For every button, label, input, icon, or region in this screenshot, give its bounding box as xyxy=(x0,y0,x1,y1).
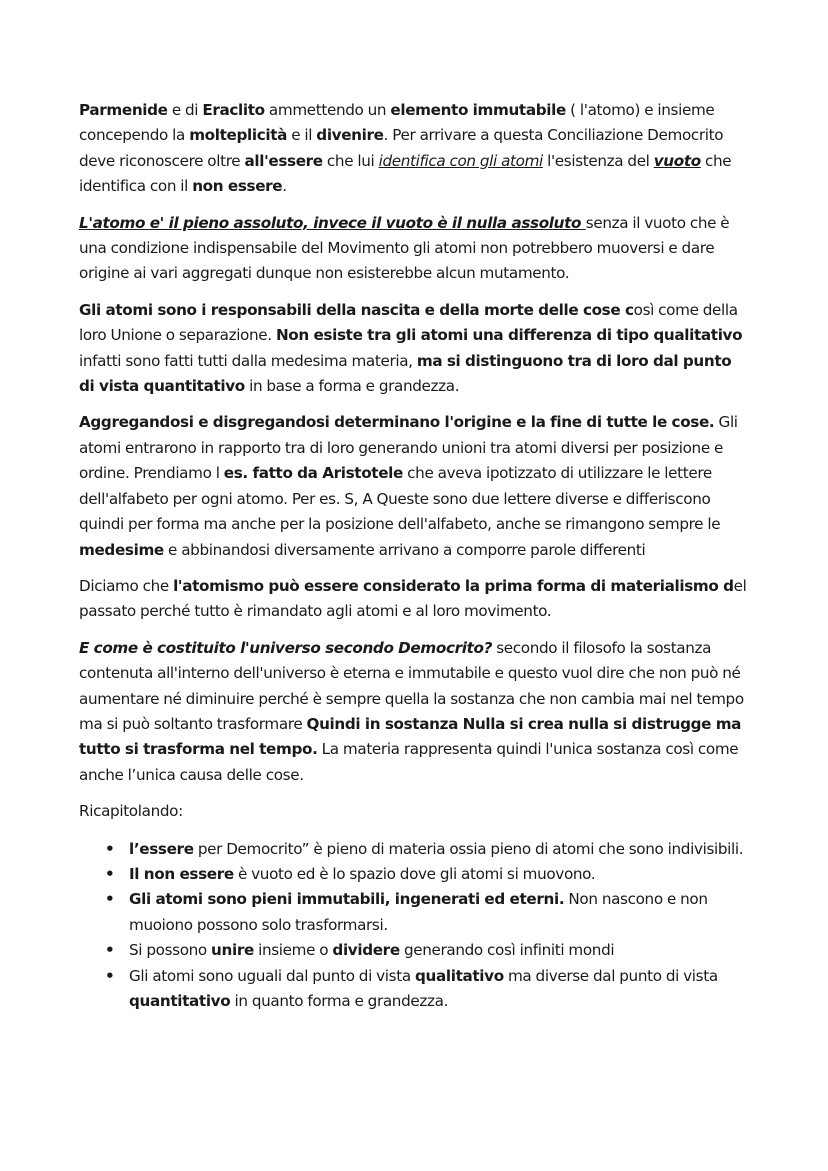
text-span: che aveva ipotizzato di utilizzare le lettere dell'alfabeto per ogni atomo. Per es. S, A Queste sono due lettere diverse e differiscono quindi per forma ma anche per la posizione dell'alfabeto, anche se rimangono sempre le xyxy=(79,464,721,534)
bold-text: Il non essere xyxy=(129,864,234,883)
text-span: e di xyxy=(167,101,203,119)
text-span: osì come della loro Unione o separazione. xyxy=(79,300,738,345)
text-span: che identifica con il xyxy=(79,151,732,196)
bold-text: l'atomismo può essere considerato la prima forma di materialismo d xyxy=(173,576,734,595)
text-span: e abbinandosi diversamente arrivano a comporre parole differenti xyxy=(163,540,646,559)
text-span: per Democrito” è pieno di materia ossia pieno di atomi che sono indivisibili. xyxy=(193,839,744,858)
text-span: Non nascono e non muoiono possono solo trasformarsi. xyxy=(129,890,708,934)
bold-italic-underlined-text: vuoto xyxy=(653,151,701,170)
paragraph-pieno-vuoto xyxy=(79,211,751,287)
bold-text: Aggregandosi e disgregandosi determinano l'origine e la fine di tutte le cose. xyxy=(79,413,715,432)
bold-text: ma si distinguono tra di loro dal punto di vista quantitativo xyxy=(79,351,732,396)
list-item xyxy=(129,938,751,963)
text-span: è vuoto ed è lo spazio dove gli atomi si muovono. xyxy=(233,864,596,883)
text-span: . Per arrivare a questa Conciliazione Democrito deve riconoscere oltre xyxy=(79,126,724,170)
bold-text: molteplicità xyxy=(189,126,288,145)
bold-text: Eraclito xyxy=(202,101,265,119)
list-item xyxy=(129,964,751,1015)
text-span: La materia rappresenta quindi l'unica sostanza così come anche l’unica causa delle cose. xyxy=(79,740,739,784)
list-item xyxy=(129,862,751,887)
bold-text: unire xyxy=(211,941,254,960)
text-span: in base a forma e grandezza. xyxy=(244,377,460,396)
text-span: l'esistenza del xyxy=(542,151,654,170)
bold-text: quantitativo xyxy=(129,992,231,1010)
bold-text: Gli atomi sono pieni immutabili, ingenerati ed eterni. xyxy=(129,890,565,909)
text-span: infatti sono fatti tutti dalla medesima materia, xyxy=(79,351,417,370)
summary-bullet-list xyxy=(79,837,751,1015)
bold-text: qualitativo xyxy=(414,966,504,985)
paragraph-materialismo xyxy=(79,574,751,625)
bold-text: Non esiste tra gli atomi una differenza di tipo qualitativo xyxy=(275,326,743,345)
paragraph-aggregandosi xyxy=(79,410,751,562)
list-item xyxy=(129,887,751,938)
bold-text: all'essere xyxy=(244,151,323,170)
bold-text: divenire xyxy=(316,126,384,145)
text-span: senza il vuoto che è una condizione indispensabile del Movimento gli atomi non potrebbero muoversi e dare origine ai vari aggregati dunque non esisterebbe alcun mutamento. xyxy=(79,213,730,283)
text-span: generando così infiniti mondi xyxy=(399,941,615,960)
bold-text: Parmenide xyxy=(79,101,168,119)
bold-text: Gli atomi sono i responsabili della nascita e della morte delle cose c xyxy=(79,300,634,319)
bold-italic-text: E come è costituito l'universo secondo Democrito? xyxy=(79,638,493,657)
bold-text: elemento immutabile xyxy=(390,101,566,119)
text-span: Diciamo che xyxy=(79,576,174,595)
text-span: che lui xyxy=(322,151,379,170)
italic-underlined-text: identifica con gli atomi xyxy=(378,151,543,170)
paragraph-parmenide-eraclito xyxy=(79,98,751,200)
text-span: . xyxy=(282,177,287,196)
text-span: secondo il filosofo la sostanza contenuta all'interno dell'universo è eterna e immutabile e questo vuol dire che non può né aumentare né diminuire perché è sempre quella la sostanza che non cambia mai nel tempo ma si può soltanto trasformare xyxy=(79,638,744,733)
bold-italic-underlined-text: L'atomo e' il pieno assoluto, invece il vuoto è il nulla assoluto xyxy=(79,213,586,232)
text-span: ammettendo un xyxy=(264,101,391,119)
recap-heading: Ricapitolando: xyxy=(79,802,183,821)
text-span: in quanto forma e grandezza. xyxy=(230,992,449,1010)
bold-text: dividere xyxy=(332,941,400,960)
text-span: e il xyxy=(287,126,317,145)
text-span: el passato perché tutto è rimandato agli atomi e al loro movimento. xyxy=(79,576,747,621)
document-page xyxy=(79,98,751,1014)
text-span: ma diverse dal punto di vista xyxy=(503,966,718,985)
text-span: ( l'atomo) e insieme concependo la xyxy=(79,101,715,145)
text-span: Gli atomi entrarono in rapporto tra di loro generando unioni tra atomi diversi per posizione e ordine. Prendiamo l xyxy=(79,413,738,483)
paragraph-atomi-responsabili xyxy=(79,298,751,400)
paragraph-universo xyxy=(79,636,751,788)
bold-text: medesime xyxy=(79,540,164,559)
bold-text: non essere xyxy=(192,177,283,196)
bold-text: es. fatto da Aristotele xyxy=(223,464,403,483)
bold-text: l’essere xyxy=(129,839,194,858)
text-span: Gli atomi sono uguali dal punto di vista xyxy=(129,966,415,985)
bold-text: Quindi in sostanza Nulla si crea nulla si distrugge ma tutto si trasforma nel tempo. xyxy=(79,714,742,759)
list-item xyxy=(129,837,751,862)
text-span: Si possono xyxy=(129,941,212,960)
text-span: insieme o xyxy=(253,941,333,960)
